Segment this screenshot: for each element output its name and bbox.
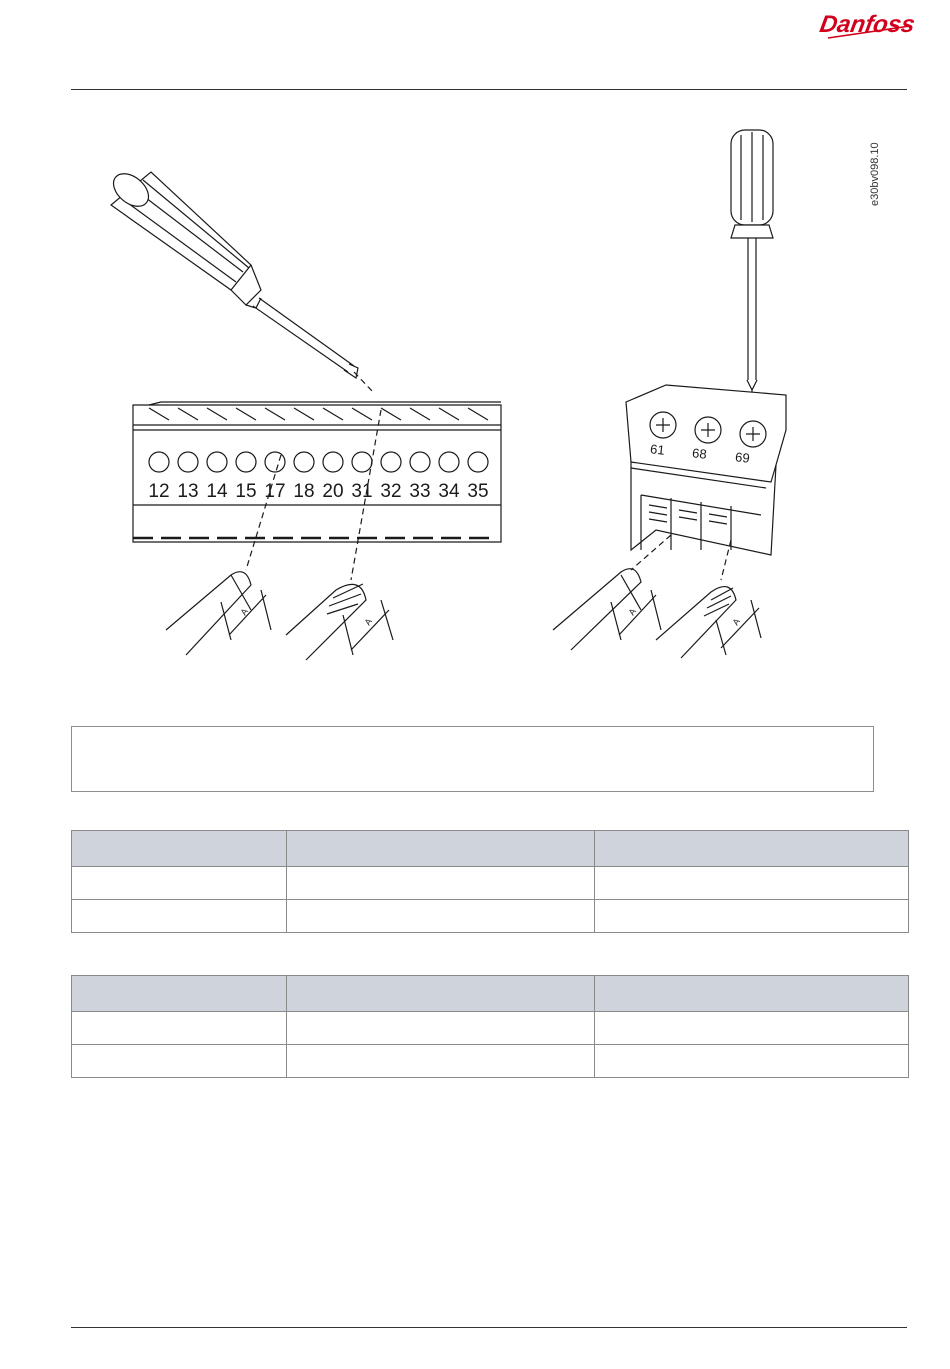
strip-length-label: A [626,606,639,618]
strip-length-label: A [238,606,251,618]
terminal-label: 12 [148,481,170,502]
table-cell [287,1045,595,1078]
table-cell [72,900,287,933]
footer-rule [71,1327,907,1328]
table-cell [72,1045,287,1078]
table-row [72,1012,909,1045]
table-header-cell [287,976,595,1012]
table-row [72,867,909,900]
table-header-cell [72,976,287,1012]
table-cell [287,900,595,933]
table-cell [287,1012,595,1045]
wire-insulated-right [553,535,671,650]
terminal-label: 32 [380,481,402,502]
logo-text: Danfoss [818,11,918,38]
table-cell [595,1045,909,1078]
terminal-label: 69 [734,449,751,466]
terminal-label: 17 [264,481,286,502]
terminal-label: 35 [467,481,489,502]
terminal-label: 68 [691,445,708,462]
terminal-label: 31 [351,481,373,502]
terminal-label: 13 [177,481,199,502]
terminal-block-right [626,385,786,555]
strip-length-label: A [362,616,375,628]
table-header-row [72,831,909,867]
table-row [72,1045,909,1078]
terminal-block-left [133,402,501,542]
terminal-label: 18 [293,481,315,502]
table-cell [72,1012,287,1045]
wire-stranded-right [656,540,761,658]
phillips-screwdriver-illustration [731,130,773,420]
figure-id [864,128,888,212]
table-row [72,900,909,933]
danfoss-logo [818,2,918,46]
table-header-cell [287,831,595,867]
header-rule [71,89,907,90]
table-header-cell [72,831,287,867]
terminal-label: 14 [206,481,228,502]
table-header-cell [595,831,909,867]
table-cell [595,900,909,933]
terminal-label: 20 [322,481,344,502]
table-header-cell [595,976,909,1012]
terminal-label: 61 [649,441,666,458]
spec-table [71,830,909,933]
terminal-label: 33 [409,481,431,502]
figure-caption-box [71,726,874,792]
table-cell [287,867,595,900]
table-cell [595,1012,909,1045]
figure-id-text: e30bv098.10 [869,142,881,206]
table-header-row [72,976,909,1012]
table-cell [595,867,909,900]
table-cell [72,867,287,900]
terminal-label: 15 [235,481,257,502]
terminal-wiring-figure [71,110,907,710]
strip-length-label: A [730,616,743,628]
flat-screwdriver-illustration [107,167,373,392]
spec-table [71,975,909,1078]
terminal-label: 34 [438,481,460,502]
